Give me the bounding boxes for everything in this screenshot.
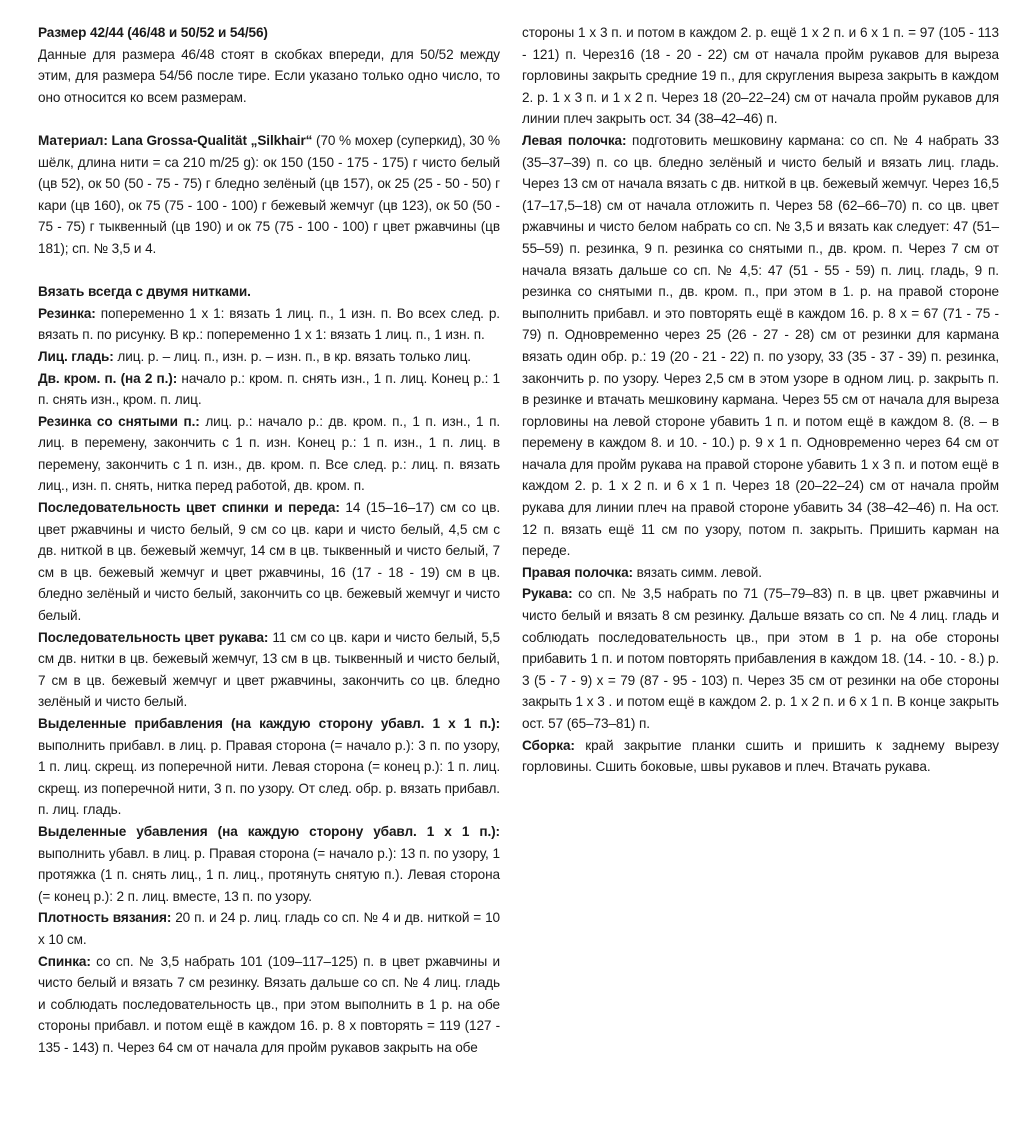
- paragraph-heading: Последовательность цвет спинки и переда:: [38, 500, 340, 516]
- paragraph-text: 14 (15–16–17) см со цв. цвет ржавчины и чисто белый, 9 см со цв. кари и чисто белый, 4,5 см с дв. ниткой в цв. бежевый жемчуг, 14 см в цв. тыквенный и чисто белый, 7 см в цв. бежевый жемчуг и цвет ржавчины, 16 (17 - 18 - 19) см в цв. бледно зелёный и чисто белый, закончить со цв. бежевый жемчуг и чисто белый.: [38, 500, 500, 624]
- paragraph-heading: Выделенные прибавления (на каждую сторону убавл. 1 x 1 п.):: [38, 716, 500, 731]
- material-heading: Материал: Lana Grossa-Qualität „Silkhair“: [38, 132, 313, 148]
- instruction-paragraph: [38, 821, 500, 907]
- material-paragraph: [38, 130, 500, 260]
- paragraph-text: 11 см со цв. кари и чисто белый, 5,5 см дв. нитки в цв. бежевый жемчуг, 13 см в цв. тыквенный и чисто белый, 7 см в цв. бежевый жемчуг и цвет ржавчины, закончить со цв. бледно зелёный и чисто белый.: [38, 629, 500, 710]
- instruction-paragraph: [38, 907, 500, 950]
- left-column: [38, 22, 500, 1059]
- paragraph-heading: Выделенные убавления (на каждую сторону убавл. 1 x 1 п.):: [38, 823, 500, 839]
- paragraph-text: со сп. № 3,5 набрать 101 (109–117–125) п. в цвет ржавчины и чисто белый и вязать 7 см резинку. Вязать дальше со сп. № 4 лиц. гладь и соблюдать последовательность цв., при этом выполнить в 1 р. на обе стороны прибавл. и потом ещё в каждом 16. р. 8 x повторять = 119 (127 - 135 - 143) п. Через 64 см от начала для пройм рукавов закрыть на обе: [38, 953, 500, 1055]
- instruction-paragraph: [38, 497, 500, 627]
- instruction-paragraph: [522, 583, 999, 734]
- paragraph-heading: Правая полочка:: [522, 564, 633, 580]
- instruction-paragraph: [522, 130, 999, 562]
- paragraph-text: край закрытие планки сшить и пришить к заднему вырезу горловины. Сшить боковые, швы рукавов и плеч. Втачать рукава.: [522, 737, 999, 775]
- instruction-paragraph: [38, 303, 500, 346]
- paragraph-text: лиц. р.: начало р.: дв. кром. п., 1 п. изн., 1 п. лиц. в перемену, закончить с 1 п. изн. Конец р.: 1 п. изн., 1 п. лиц. в перемену, закончить с 1 п. изн., дв. кром. п. Все след. р.: лиц. п. вязать лиц., изн. п. снять, нитка перед работой, дв. кром. п.: [38, 413, 501, 494]
- paragraph-text: начало р.: кром. п. снять изн., 1 п. лиц. Конец р.: 1 п. снять изн., кром. п. лиц.: [38, 370, 500, 408]
- instruction-paragraph: [38, 368, 500, 411]
- paragraph-text: попеременно 1 x 1: вязать 1 лиц. п., 1 изн. п. Во всех след. р. вязать п. по рисунку. В кр.: попеременно 1 x 1: вязать 1 лиц. п., 1 изн. п.: [38, 305, 500, 343]
- instruction-paragraph: [38, 713, 500, 821]
- paragraph-heading: Резинка со снятыми п.:: [38, 413, 200, 429]
- instruction-paragraph: [522, 22, 999, 130]
- instruction-paragraph: [522, 562, 999, 584]
- instruction-paragraph: [38, 951, 500, 1059]
- instruction-paragraph: [38, 411, 500, 497]
- paragraph-text: выполнить прибавл. в лиц. р. Правая сторона (= начало р.): 3 п. по узору, 1 п. лиц. скрещ. из поперечной нити. Левая сторона (= конец р.): 1 п. лиц. скрещ. из поперечной нити, 3 п. по узору. От след. обр. р. вязать прибавл. п. лиц. гладь.: [38, 737, 500, 818]
- paragraph-text: выполнить убавл. в лиц. р. Правая сторона (= начало р.): 13 п. по узору, 1 протяжка (1 п. снять лиц., 1 п. лиц., протянуть снятую п.). Левая сторона (= конец р.): 2 п. лиц. вместе, 13 п. по узору.: [38, 845, 500, 904]
- size-title: Размер 42/44 (46/48 и 50/52 и 54/56): [38, 25, 268, 40]
- paragraph-text: подготовить мешковину кармана: со сп. № 4 набрать 33 (35–37–39) п. со цв. бледно зелёный и чисто белый и вязать лиц. гладь. Через 13 см от начала вязать с дв. ниткой в цв. бежевый жемчуг. Через 16,5 (17–17,5–18) см от начала отложить п. Через 58 (62–66–70) п. со цв. цвет ржавчины и чисто белом набрать со сп. № 3,5 и вязать как следует: 47 (51–55–59) п. резинка, 9 п. резинка со снятыми п., дв. кром. п. Через 7 см от начала вязать дальше со сп. № 4,5: 47 (51 - 55 - 59) п. лиц. гладь, 9 п. резинка со снятыми п., дв. кром. п., при этом в 1. р. на правой стороне выполнить прибавл. и это повторять ещё в каждом 16. р. 8 x = 67 (71 - 75 - 79) п. Одновременно через 25 (26 - 27 - 28) см от резинки для кармана вязать один обр. р.: 19 (20 - 21 - 22) п. по узору, 33 (35 - 37 - 39) п. резинка, закончить р. по узору. Через 2,5 см в этом узоре в одном лиц. р. закрыть п. в резинке и втачать мешковину кармана. Через 55 см от начала для выреза горловины на левой стороне убавить 1 п. и потом ещё в каждом 8. (8. – в перемену в каждом 8. и 10. - 10.) р. 9 x 1 п. Одновременно через 64 см от начала для пройм рукава на правой стороне убавить 1 x 3 п. и потом ещё в каждом 2. р. 1 x 2 п. и 6 x 1 п. Через 18 (20–22–24) см от начала пройм рукава для линии плеч на правой стороне убавить 34 (38–42–46) п. На ост. 12 п. вязать ещё 11 см по узору, потом п. закрыть. Пришить карман на переде.: [522, 132, 999, 559]
- paragraph-text: вязать симм. левой.: [632, 564, 762, 580]
- instruction-paragraph: [38, 627, 500, 713]
- paragraph-heading: Последовательность цвет рукава:: [38, 629, 269, 645]
- always-note: Вязать всегда с двумя нитками.: [38, 284, 251, 300]
- right-sections: [522, 22, 999, 778]
- paragraph-text: стороны 1 x 3 п. и потом в каждом 2. р. ещё 1 x 2 п. и 6 x 1 п. = 97 (105 - 113 - 121) п. Через16 (18 - 20 - 22) см от начала пройм рукавов для выреза горловины закрыть средние 19 п., для скругления выреза закрыть в каждом 2. р. 1 x 3 п. и 1 x 2 п. Через 18 (20–22–24) см от начала пройм рукавов для линии плеч закрыть ост. 34 (38–42–46) п.: [522, 25, 999, 127]
- paragraph-heading: Дв. кром. п. (на 2 п.):: [38, 370, 178, 386]
- instruction-paragraph: [522, 735, 999, 778]
- right-column: [522, 22, 999, 778]
- left-sections: [38, 303, 500, 1059]
- paragraph-heading: Лиц. гладь:: [38, 348, 114, 364]
- paragraph-heading: Резинка:: [38, 305, 96, 321]
- paragraph-heading: Плотность вязания:: [38, 910, 172, 926]
- material-text: (70 % мохер (суперкид), 30 % шёлк, длина нити = ca 210 m/25 g): ок 150 (150 - 175 - 175) г чисто белый (цв 52), ок 50 (50 - 75 - 75) г бледно зелёный (цв 157), ок 25 (25 - 50 - 50) г кари (цв 160), ок 75 (75 - 100 - 100) г бежевый жемчуг (цв 123), ок 50 (50 - 75 - 75) г тыквенный (цв 190) и ок 75 (75 - 100 - 100) г цвет ржавчины (цв 181); сп. № 3,5 и 4.: [38, 132, 500, 256]
- paragraph-heading: Спинка:: [38, 953, 91, 969]
- size-intro: Данные для размера 46/48 стоят в скобках впереди, для 50/52 между этим, для размера 54/56 после тире. Если указано только одно число, то оно относится ко всем размерам.: [38, 46, 500, 105]
- paragraph-text: лиц. р. – лиц. п., изн. р. – изн. п., в кр. вязать только лиц.: [113, 348, 471, 364]
- paragraph-heading: Рукава:: [522, 586, 573, 602]
- instruction-paragraph: [38, 346, 500, 368]
- paragraph-text: 20 п. и 24 р. лиц. гладь со сп. № 4 и дв. ниткой = 10 x 10 см.: [38, 910, 501, 947]
- paragraph-heading: Сборка:: [522, 737, 575, 753]
- paragraph-text: со сп. № 3,5 набрать по 71 (75–79–83) п. в цв. цвет ржавчины и чисто белый и вязать 8 см резинку. Дальше вязать со сп. № 4 лиц. гладь и соблюдать последовательность цв., при этом в 1 р. на обе стороны прибавить 1 п. и потом повторять прибавления в каждом 18. (14. - 10. - 8.) р. 3 (5 - 7 - 9) x = 79 (87 - 95 - 103) п. Через 35 см от резинки на обе стороны закрыть 1 x 3 . и потом ещё в каждом 2. р. 1 x 2 п. и 6 x 1 п. В конце закрыть ост. 57 (65–73–81) п.: [522, 586, 999, 731]
- paragraph-heading: Левая полочка:: [522, 132, 627, 148]
